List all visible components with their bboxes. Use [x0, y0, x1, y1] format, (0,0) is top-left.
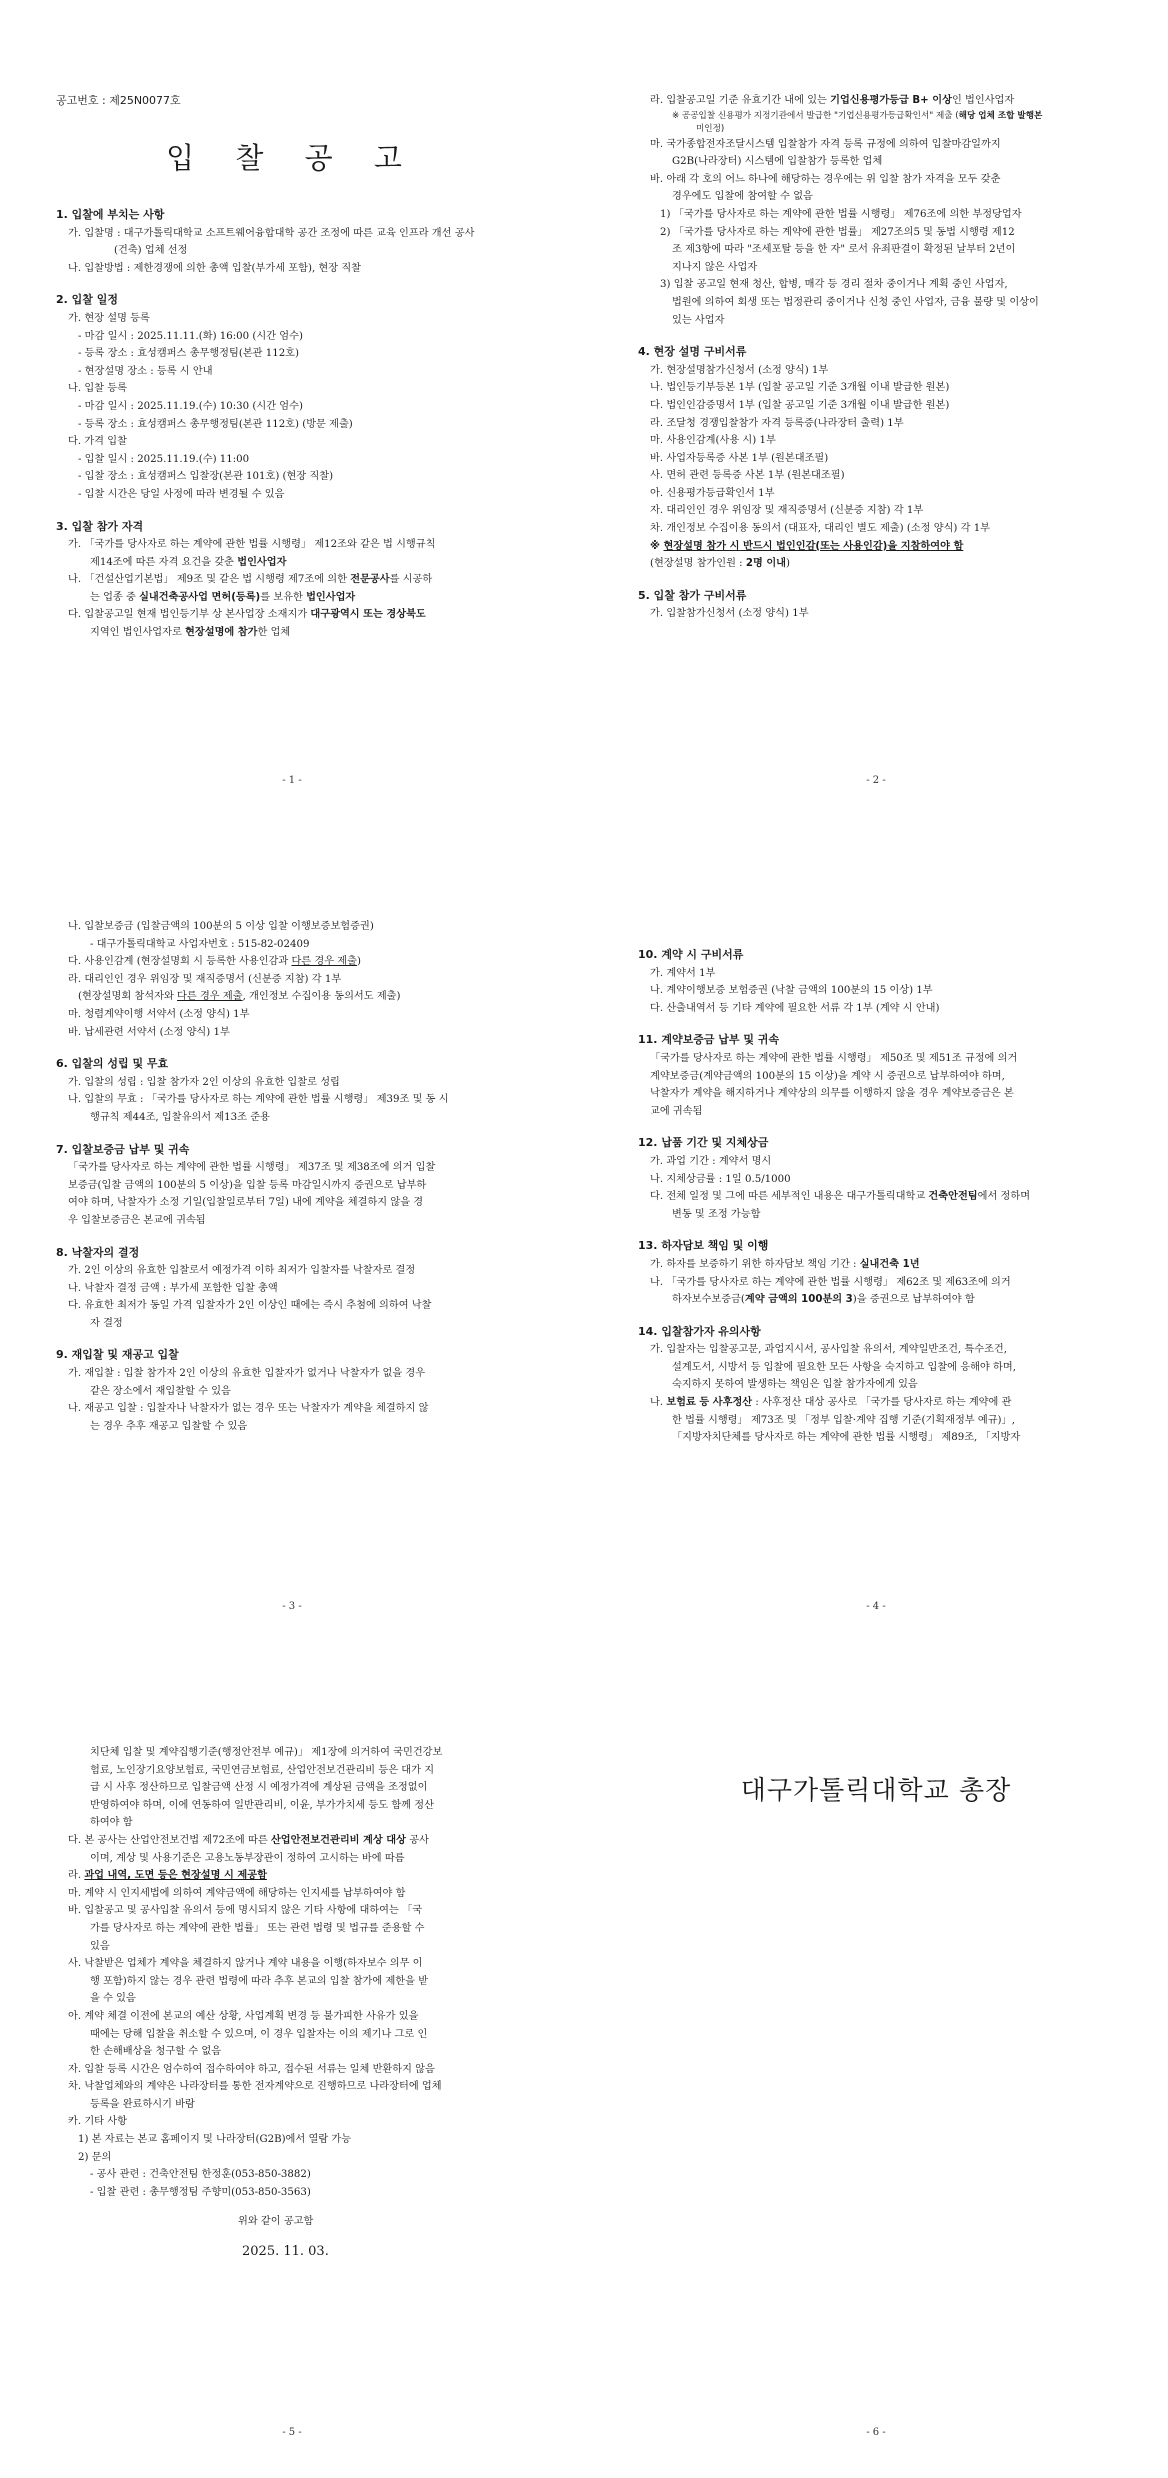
text-line: 사. 면허 관련 등록증 사본 1부 (원본대조필) — [650, 470, 845, 482]
section-heading: 5. 입찰 참가 구비서류 — [638, 588, 747, 602]
text-line: 마. 국가종합전자조달시스템 입찰참가 자격 등록 규정에 의하여 입찰마감일까지 — [650, 138, 1001, 150]
text-line: 자 결정 — [90, 1317, 123, 1329]
text-line: 라. 대리인인 경우 위임장 및 재직증명서 (신분증 지참) 각 1부 — [68, 973, 342, 985]
text-line: - 입찰 장소 : 효성캠퍼스 입찰장(본관 101호) (현장 직찰) — [78, 471, 334, 483]
text-line: 등록을 완료하시기 바람 — [90, 2098, 195, 2110]
text-line: 한 손해배상을 청구할 수 없음 — [90, 2046, 222, 2058]
text-line: 나. 입찰의 무효 : 「국가를 당사자로 하는 계약에 관한 법률 시행령」 제39조 및 동 시 — [68, 1094, 449, 1106]
text-line: 한 법률 시행령」 제73조 및 「정부 입찰·계약 집행 기준(기획재정부 예규)」, — [672, 1414, 1015, 1426]
text-line: (현장설명회 참석자와 다른 경우 제출, 개인정보 수집이용 동의서도 제출) — [78, 991, 401, 1003]
page-4 — [584, 826, 1168, 1652]
text-line: 제14조에 따른 자격 요건을 갖춘 법인사업자 — [90, 556, 287, 568]
text-line: 행규칙 제44조, 입찰유의서 제13조 준용 — [90, 1111, 270, 1123]
text-line: 하여야 함 — [90, 1817, 133, 1829]
text-line: 지역인 법인사업자로 현장설명에 참가한 업체 — [90, 627, 291, 639]
text-line: 가. 입찰의 성립 : 입찰 참가자 2인 이상의 유효한 입찰로 성립 — [68, 1076, 340, 1088]
text-line: 치단체 입찰 및 계약집행기준(행정안전부 예규)」 제1장에 의거하여 국민건강보 — [90, 1747, 443, 1758]
text-line: 가. 현장 설명 등록 — [68, 312, 150, 324]
text-line: 가. 현장설명참가신청서 (소정 양식) 1부 — [650, 364, 829, 376]
page-2-body — [638, 92, 1132, 623]
text-line: 마. 사용인감계(사용 시) 1부 — [650, 435, 776, 447]
text-line: 급 시 사후 정산하므로 입찰금액 산정 시 예정가격에 계상된 금액을 조정없이 — [90, 1782, 428, 1794]
section-heading: 10. 계약 시 구비서류 — [638, 948, 744, 961]
text-line: 바. 납세관련 서약서 (소정 양식) 1부 — [68, 1026, 230, 1038]
text-line: 경우에도 입찰에 참여할 수 없음 — [672, 191, 813, 203]
text-line: 나. 지체상금률 : 1일 0.5/1000 — [650, 1173, 791, 1185]
section-heading: 1. 입찰에 부치는 사항 — [56, 208, 165, 221]
text-line: 나. 입찰 등록 — [68, 383, 127, 395]
text-line: 3) 입찰 공고일 현재 청산, 합병, 매각 등 경리 절차 중이거나 계획 중인 사업자, — [660, 279, 1008, 291]
text-line: 나. 낙찰자 결정 금액 : 부가세 포함한 입찰 총액 — [68, 1282, 278, 1294]
text-line: 2) 「국가를 당사자로 하는 계약에 관한 법률」 제27조의5 및 동법 시행령 제12 — [660, 226, 1015, 238]
text-line: 행 포함)하지 않는 경우 관련 법령에 따라 추후 본교의 입찰 참가에 제한을 받 — [90, 1975, 429, 1987]
text-line: - 등록 장소 : 효성캠퍼스 총무행정팀(본관 112호) (방문 제출) — [78, 418, 353, 430]
page-3 — [0, 826, 584, 1652]
text-line: 다. 본 공사는 산업안전보건법 제72조에 따른 산업안전보건관리비 계상 대상 공사 — [68, 1834, 429, 1846]
text-line: 가를 당사자로 하는 계약에 관한 법률」 또는 관련 법령 및 법규를 준용할 수 — [90, 1922, 425, 1934]
page-1 — [0, 0, 584, 826]
text-line: 가. 계약서 1부 — [650, 967, 716, 979]
text-line: 나. 보험료 등 사후정산 : 사후정산 대상 공사로 「국가를 당사자로 하는 계약에 관 — [650, 1397, 1012, 1409]
text-line: 다. 전체 일정 및 그에 따른 세부적인 내용은 대구가톨릭대학교 건축안전팀에서 정하며 — [650, 1191, 1031, 1203]
text-line: 다. 입찰공고일 현재 법인등기부 상 본사업장 소재지가 대구광역시 또는 경상북도 — [68, 609, 426, 621]
text-line: 가. 재입찰 : 입찰 참가자 2인 이상의 유효한 입찰자가 없거나 낙찰자가 없을 경우 — [68, 1368, 426, 1380]
text-line: 이며, 계상 및 사용기준은 고용노동부장관이 정하여 고시하는 바에 따름 — [90, 1852, 405, 1864]
text-line: 아. 신용평가등급확인서 1부 — [650, 487, 775, 499]
text-line: 마. 계약 시 인지세법에 의하여 계약금액에 해당하는 인지세를 납부하여야 함 — [68, 1887, 406, 1899]
text-line: G2B(나라장터) 시스템에 입찰참가 등록한 업체 — [672, 156, 883, 168]
text-line: 마. 청렴계약이행 서약서 (소정 양식) 1부 — [68, 1008, 250, 1020]
issuer-title: 대구가톨릭대학교 총장 — [740, 1776, 1012, 1806]
section-heading: 7. 입찰보증금 납부 및 귀속 — [56, 1142, 190, 1156]
text-line: 차. 개인정보 수집이용 동의서 (대표자, 대리인 별도 제출) (소정 양식) 각 1부 — [650, 523, 991, 535]
text-line: 나. 입찰방법 : 제한경쟁에 의한 총액 입찰(부가세 포함), 현장 직찰 — [68, 262, 362, 274]
page-number: - 6 - — [866, 2427, 886, 2438]
text-line: 험료, 노인장기요양보험료, 국민연금보험료, 산업안전보건관리비 등은 대가 지 — [90, 1764, 435, 1776]
text-line: 조 제3항에 따라 "조세포탈 등을 한 자" 로서 유죄판결이 확정된 날부터 2년이 — [672, 244, 1016, 256]
text-line: 라. 과업 내역, 도면 등은 현장설명 시 제공함 — [68, 1870, 267, 1882]
section-heading: 8. 낙찰자의 결정 — [56, 1245, 140, 1259]
text-line: 여야 하며, 낙찰자가 소정 기일(입찰일로부터 7일) 내에 계약을 체결하지 않을 경 — [68, 1197, 424, 1209]
text-line: - 등록 장소 : 효성캠퍼스 총무행정팀(본관 112호) — [78, 348, 299, 360]
text-line: 사. 낙찰받은 업체가 계약을 체결하지 않거나 계약 내용을 이행(하자보수 의무 이 — [68, 1958, 423, 1970]
text-line: 가. 하자를 보증하기 위한 하자담보 책임 기간 : 실내건축 1년 — [650, 1258, 920, 1270]
text-line: - 입찰 시간은 당일 사정에 따라 변경될 수 있음 — [78, 488, 285, 500]
text-line: 하자보수보증금(계약 금액의 100분의 3)을 증권으로 납부하여야 함 — [672, 1294, 975, 1306]
text-line: 가. 2인 이상의 유효한 입찰로서 예정가격 이하 최저가 입찰자를 낙찰자로 결정 — [68, 1265, 416, 1277]
text-line: 있음 — [90, 1940, 110, 1952]
page-title: 입 찰 공 고 — [166, 141, 418, 175]
text-line: 자. 입찰 등록 시간은 엄수하여 접수하여야 하고, 접수된 서류는 일체 반환하지 않음 — [68, 2063, 435, 2075]
section-heading: 2. 입찰 일정 — [56, 293, 118, 307]
text-line: 「지방자치단체를 당사자로 하는 계약에 관한 법률 시행령」 제89조, 「지방자 — [672, 1432, 1021, 1444]
text-line: 가. 입찰명 : 대구가톨릭대학교 소프트웨어융합대학 공간 조정에 따른 교육 인프라 개선 공사 — [68, 227, 475, 239]
note-line: 미인정) — [696, 123, 725, 134]
page-number: - 3 - — [282, 1601, 302, 1612]
text-line: 있는 사업자 — [672, 314, 725, 326]
text-line: - 대구가톨릭대학교 사업자번호 : 515-82-02409 — [90, 938, 310, 950]
text-line: 카. 기타 사항 — [68, 2116, 127, 2128]
text-line: 가. 입찰자는 입찰공고문, 과업지시서, 공사입찰 유의서, 계약일반조건, 특수조건, — [650, 1344, 1008, 1356]
text-line: 나. 계약이행보증 보험증권 (낙찰 금액의 100분의 15 이상) 1부 — [650, 985, 933, 997]
text-line: 지나지 않은 사업자 — [672, 261, 758, 273]
text-line: 「국가를 당사자로 하는 계약에 관한 법률 시행령」 제50조 및 제51조 규정에 의거 — [650, 1052, 1018, 1064]
page-number: - 4 - — [866, 1601, 886, 1612]
text-line: (현장설명 참가인원 : 2명 이내) — [650, 558, 791, 570]
page-1-body — [56, 206, 550, 642]
text-line: 나. 「국가를 당사자로 하는 계약에 관한 법률 시행령」 제62조 및 제63조에 의거 — [650, 1276, 1011, 1288]
text-line: 바. 입찰공고 및 공사입찰 유의서 등에 명시되지 않은 기타 사항에 대하여는 「국 — [68, 1905, 423, 1917]
page-number: - 5 - — [282, 2427, 302, 2438]
text-line: 다. 유효한 최저가 동일 가격 입찰자가 2인 이상인 때에는 즉시 추첨에 의하여 낙찰 — [68, 1300, 432, 1312]
text-line: 다. 법인인감증명서 1부 (입찰 공고일 기준 3개월 이내 발급한 원본) — [650, 399, 950, 411]
text-line: 반영하여야 하며, 이에 연동하여 일반관리비, 이윤, 부가가치세 등도 함께 정산 — [90, 1799, 434, 1811]
text-line: 계약보증금(계약금액의 100분의 15 이상)을 계약 시 증권으로 납부하여야 하며, — [650, 1070, 1005, 1082]
text-line: 라. 입찰공고일 기준 유효기간 내에 있는 기업신용평가등급 B+ 이상인 법인사업자 — [650, 95, 1015, 106]
text-line: 다. 가격 입찰 — [68, 436, 127, 448]
text-line: 을 수 있음 — [90, 1993, 136, 2005]
warning-line: ※ 현장설명 참가 시 반드시 법인인감(또는 사용인감)을 지참하여야 함 — [650, 540, 964, 552]
section-heading: 4. 현장 설명 구비서류 — [638, 345, 747, 359]
text-line: 나. 「건설산업기본법」 제9조 및 같은 법 시행령 제7조에 의한 전문공사를 시공하 — [68, 574, 433, 586]
text-line: 설계도서, 시방서 등 입찰에 필요한 모든 사항을 숙지하고 입찰에 응해야 하며, — [672, 1361, 1016, 1373]
closing-statement: 위와 같이 공고함 — [238, 2216, 314, 2228]
text-line: 라. 조달청 경쟁입찰참가 자격 등록증(나라장터 출력) 1부 — [650, 417, 904, 429]
section-heading: 9. 재입찰 및 재공고 입찰 — [56, 1348, 179, 1362]
text-line: (건축) 업체 선정 — [114, 245, 188, 257]
text-line: 같은 장소에서 재입찰할 수 있음 — [90, 1385, 231, 1397]
text-line: - 현장설명 장소 : 등록 시 안내 — [78, 365, 213, 377]
page-5 — [0, 1652, 584, 2478]
text-line: - 공사 관련 : 건축안전팀 한정훈(053-850-3882) — [90, 2169, 311, 2181]
text-line: 나. 재공고 입찰 : 입찰자나 낙찰자가 없는 경우 또는 낙찰자가 계약을 체결하지 않 — [68, 1403, 429, 1415]
section-heading: 12. 납품 기간 및 지체상금 — [638, 1136, 769, 1150]
text-line: 다. 사용인감계 (현장설명회 시 등록한 사용인감과 다른 경우 제출) — [68, 956, 361, 968]
page-number: - 1 - — [282, 775, 302, 786]
text-line: 가. 과업 기간 : 계약서 명시 — [650, 1155, 772, 1167]
text-line: 가. 입찰참가신청서 (소정 양식) 1부 — [650, 608, 809, 620]
text-line: 아. 계약 체결 이전에 본교의 예산 상황, 사업계획 변경 등 불가피한 사유가 있을 — [68, 2010, 419, 2022]
text-line: - 마감 일시 : 2025.11.19.(수) 10:30 (시간 엄수) — [78, 400, 303, 412]
text-line: 「국가를 당사자로 하는 계약에 관한 법률 시행령」 제37조 및 제38조에 의거 입찰 — [68, 1162, 436, 1174]
page-3-body — [56, 918, 550, 1435]
page-4-body — [638, 946, 1132, 1447]
text-line: 바. 아래 각 호의 어느 하나에 해당하는 경우에는 위 입찰 참가 자격을 모두 갖춘 — [650, 173, 1001, 185]
page-2 — [584, 0, 1168, 826]
section-heading: 14. 입찰참가자 유의사항 — [638, 1324, 761, 1338]
text-line: 2) 문의 — [78, 2151, 112, 2163]
text-line: 다. 산출내역서 등 기타 계약에 필요한 서류 각 1부 (계약 시 안내) — [650, 1002, 940, 1014]
text-line: 법원에 의하여 회생 또는 법정관리 중이거나 신청 중인 사업자, 금융 불량 및 이상이 — [672, 296, 1039, 308]
text-line: - 입찰 관련 : 총무행정팀 주향미(053-850-3563) — [90, 2186, 311, 2198]
text-line: 는 업종 중 실내건축공사업 면허(등록)를 보유한 법인사업자 — [90, 591, 356, 603]
section-heading: 3. 입찰 참가 자격 — [56, 519, 144, 533]
text-line: 가. 「국가를 당사자로 하는 계약에 관한 법률 시행령」 제12조와 같은 법 시행규칙 — [68, 539, 436, 551]
text-line: 자. 대리인인 경우 위임장 및 재직증명서 (신분증 지참) 각 1부 — [650, 505, 924, 517]
notice-number: 공고번호 : 제25N0077호 — [56, 94, 181, 107]
section-heading: 13. 하자담보 책임 및 이행 — [638, 1239, 769, 1253]
text-line: 바. 사업자등록증 사본 1부 (원본대조필) — [650, 452, 829, 464]
text-line: 나. 입찰보증금 (입찰금액의 100분의 5 이상 입찰 이행보증보험증권) — [68, 921, 374, 932]
note-line: ※ 공공입찰 신용평가 지정기관에서 발급한 "기업신용평가등급확인서" 제출 (해당 업체 조합 발행본 — [672, 110, 1043, 121]
text-line: 교에 귀속됨 — [650, 1105, 703, 1117]
text-line: 는 경우 추후 재공고 입찰할 수 있음 — [90, 1420, 248, 1432]
section-heading: 11. 계약보증금 납부 및 귀속 — [638, 1033, 780, 1047]
page-6 — [584, 1652, 1168, 2478]
page-number: - 2 - — [866, 775, 886, 786]
text-line: 숙지하지 못하여 발생하는 책임은 입찰 참가자에게 있음 — [672, 1379, 918, 1391]
text-line: - 마감 일시 : 2025.11.11.(화) 16:00 (시간 엄수) — [78, 330, 303, 342]
page-5-body — [56, 1744, 550, 2261]
text-line: 낙찰자가 계약을 해지하거나 계약상의 의무를 이행하지 않을 경우 계약보증금은 본 — [650, 1088, 1014, 1100]
text-line: 1) 본 자료는 본교 홈페이지 및 나라장터(G2B)에서 열람 가능 — [78, 2134, 352, 2146]
text-line: 변동 및 조정 가능함 — [672, 1208, 761, 1220]
section-heading: 6. 입찰의 성립 및 무효 — [56, 1057, 169, 1071]
text-line: 우 입찰보증금은 본교에 귀속됨 — [68, 1214, 206, 1226]
text-line: 차. 낙찰업체와의 계약은 나라장터를 통한 전자계약으로 진행하므로 나라장터에 업체 — [68, 2081, 442, 2093]
text-line: 때에는 당해 입찰을 취소할 수 있으며, 이 경우 입찰자는 이의 제기나 그로 인 — [90, 2028, 428, 2040]
text-line: - 입찰 일시 : 2025.11.19.(수) 11:00 — [78, 453, 250, 465]
text-line: 나. 법인등기부등본 1부 (입찰 공고일 기준 3개월 이내 발급한 원본) — [650, 382, 950, 394]
text-line: 1) 「국가를 당사자로 하는 계약에 관한 법률 시행령」 제76조에 의한 부정당업자 — [660, 208, 1022, 220]
text-line: 보증금(입찰 금액의 100분의 5 이상)을 입찰 등록 마감일시까지 증권으로 납부하 — [68, 1179, 427, 1191]
notice-date: 2025. 11. 03. — [242, 2244, 329, 2260]
